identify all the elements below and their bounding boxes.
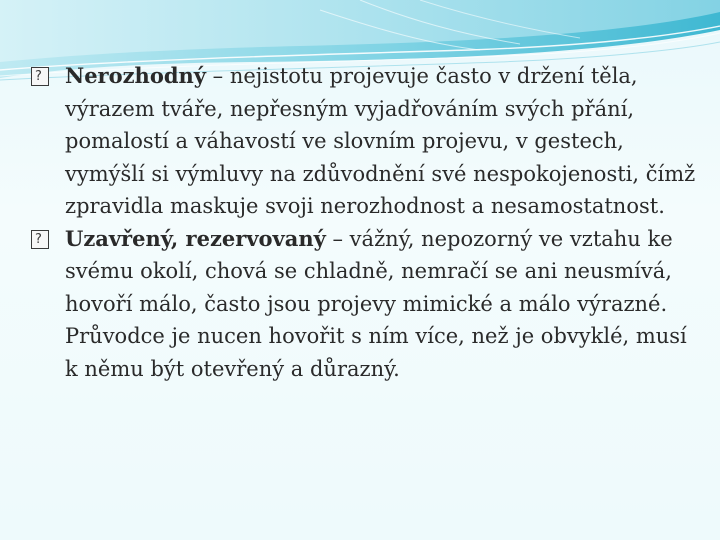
bullet-term: Uzavřený, rezervovaný: [65, 225, 326, 251]
bullet-list: [28, 60, 698, 385]
bullet-item-nerozhodny: [28, 60, 698, 223]
bullet-text: – nejistotu projevuje často v držení těla, výrazem tváře, nepřesným vyjadřováním svých přání, pomalostí a váhavostí ve slovním projevu, v gestech, vymýšlí si výmluvy na zdůvodnění své nespokojenosti, čímž zpravidla maskuje svoji nerozhodnost a nesamostatnost.: [65, 64, 696, 218]
missing-glyph-bullet-icon: [31, 230, 49, 249]
bullet-term: Nerozhodný: [65, 63, 206, 88]
bullet-item-uzavreny: [28, 223, 698, 386]
bullet-text: – vážný, nepozorný ve vztahu ke svému okolí, chová se chladně, nemračí se ani neusmívá, hovoří málo, často jsou projevy mimické a málo výrazné. Průvodce je nucen hovořit s ním více, než je obvyklé, musí k němu být otevřený a důrazný.: [65, 226, 687, 381]
missing-glyph-bullet-icon: [31, 67, 49, 86]
